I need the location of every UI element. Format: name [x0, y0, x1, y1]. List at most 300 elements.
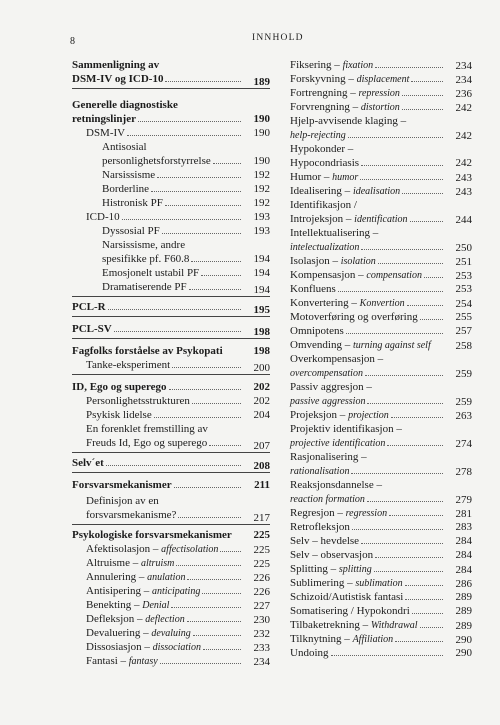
toc-entry-english-term: idealisation [352, 186, 401, 197]
toc-entry-title: Tanke-eksperiment [86, 359, 171, 371]
toc-entry [86, 422, 270, 453]
toc-page-number: 263 [455, 410, 472, 422]
dot-leader [387, 445, 443, 446]
dot-leader [331, 655, 444, 656]
dot-leader [378, 263, 443, 264]
toc-entry [72, 528, 270, 542]
dot-leader [405, 599, 443, 600]
toc-page-number: 284 [455, 549, 472, 561]
toc-entry-english-term: fixation [342, 60, 374, 71]
toc-entry [290, 422, 472, 451]
toc-entry [86, 358, 270, 375]
dot-leader [367, 403, 443, 404]
toc-entry-title: Motoverføring og overføring [290, 311, 418, 323]
dot-leader [162, 233, 241, 234]
toc-entry-english-term: Konvertion [359, 298, 405, 309]
toc-page-number: 234 [455, 60, 472, 72]
dot-leader [420, 319, 443, 320]
dot-leader [201, 275, 241, 276]
dot-leader [365, 375, 443, 376]
toc-entry-title: Psykisk lidelse [86, 409, 152, 421]
toc-entry-english-term: rationalisation [290, 466, 350, 477]
toc-entry-title: Narsissisme, andre [102, 239, 186, 251]
toc-entry-english-term: devaluing [151, 628, 191, 639]
toc-page-number: 234 [455, 74, 472, 86]
toc-entry [290, 310, 472, 324]
dot-leader [346, 333, 443, 334]
toc-entry [72, 58, 270, 89]
dot-leader [154, 417, 241, 418]
toc-page-number: 255 [455, 311, 472, 323]
toc-entry [290, 170, 472, 185]
toc-page-number: 283 [455, 521, 472, 533]
toc-page-number: 189 [253, 76, 270, 88]
toc-entry-title: Emosjonelt ustabil PF [102, 267, 200, 279]
toc-entry [290, 72, 472, 87]
toc-entry [102, 182, 270, 196]
section-divider [72, 316, 270, 317]
dot-leader [407, 305, 443, 306]
dot-leader [352, 529, 443, 530]
dot-leader [367, 501, 443, 502]
toc-entry-title: Psykologiske forsvarsmekanismer [72, 529, 232, 541]
toc-entry-title: Fagfolks forståelse av Psykopati [72, 345, 223, 357]
toc-page-number: 193 [253, 211, 270, 223]
dot-leader [165, 81, 241, 82]
toc-entry-title: DSM-IV og ICD-10 [72, 73, 164, 85]
toc-page-number: 243 [455, 186, 472, 198]
toc-entry [290, 534, 472, 548]
dot-leader [361, 543, 443, 544]
toc-page-number: 226 [253, 586, 270, 598]
toc-entry-english-term: intelectualization [290, 242, 360, 253]
dot-leader [338, 291, 443, 292]
toc-page-number: 207 [253, 440, 270, 452]
toc-entry-title: Tilbaketrekning – [290, 619, 371, 631]
toc-entry-title: Defleksjon – [86, 613, 146, 625]
toc-entry-title: Hjelp-avvisende klaging – [290, 115, 407, 127]
toc-entry [102, 168, 270, 182]
toc-entry [72, 344, 270, 358]
toc-page-number: 234 [253, 656, 270, 668]
toc-entry-title: Borderline [102, 183, 150, 195]
dot-leader [193, 635, 241, 636]
toc-entry-title: Omvending – [290, 339, 353, 351]
toc-page-number: 227 [253, 600, 270, 612]
toc-entry-title: Tilknytning – [290, 633, 353, 645]
toc-page-number: 259 [455, 396, 472, 408]
toc-entry [86, 654, 270, 669]
toc-entry [290, 268, 472, 283]
toc-page-number: 198 [253, 326, 270, 338]
toc-page-number: 232 [253, 628, 270, 640]
toc-entry [290, 198, 472, 227]
toc-entry [290, 576, 472, 591]
toc-page-number: 289 [455, 591, 472, 603]
dot-leader [178, 517, 241, 518]
toc-page-number: 202 [253, 381, 270, 393]
toc-page-number: 211 [254, 479, 270, 491]
toc-page-number: 195 [253, 304, 270, 316]
toc-page-number: 236 [455, 88, 472, 100]
toc-entry-english-term: splitting [338, 564, 372, 575]
toc-entry [290, 184, 472, 199]
toc-page-number: 281 [455, 508, 472, 520]
toc-page-number: 200 [253, 362, 270, 374]
toc-entry-title: Idealisering – [290, 185, 353, 197]
toc-entry-title: Forsvarsmekanismer [72, 479, 172, 491]
toc-page-number: 242 [455, 130, 472, 142]
toc-page-number: 274 [455, 438, 472, 450]
toc-entry-title: En forenklet fremstilling av [86, 423, 208, 435]
toc-entry [290, 604, 472, 618]
toc-entry-english-term: Withdrawal [370, 620, 418, 631]
dot-leader [138, 121, 241, 122]
toc-entry-title: Dyssosial PF [102, 225, 160, 237]
dot-leader [174, 487, 241, 488]
toc-page-number: 258 [455, 340, 472, 352]
toc-entry-english-term: regression [345, 508, 388, 519]
toc-entry-english-term: affectisolation [161, 544, 219, 555]
dot-leader [202, 593, 241, 594]
dot-leader [360, 179, 443, 180]
dot-leader [187, 579, 241, 580]
dot-leader [176, 565, 241, 566]
toc-entry [290, 646, 472, 660]
toc-page-number: 193 [253, 225, 270, 237]
toc-page-number: 192 [253, 183, 270, 195]
toc-entry-title: Devaluering – [86, 627, 152, 639]
toc-entry-title: Selv´et [72, 457, 104, 469]
toc-entry-english-term: compensation [366, 270, 422, 281]
toc-entry-title: Intellektualisering – [290, 227, 379, 239]
toc-entry [290, 562, 472, 577]
toc-entry-english-term: repression [358, 88, 400, 99]
toc-entry-title: ICD-10 [86, 211, 120, 223]
dot-leader [402, 95, 443, 96]
dot-leader [151, 191, 241, 192]
dot-leader [127, 135, 241, 136]
dot-leader [351, 473, 443, 474]
section-divider [72, 452, 270, 453]
toc-entry [290, 282, 472, 296]
toc-page-number: 257 [455, 325, 472, 337]
toc-entry-english-term: displacement [356, 74, 410, 85]
toc-entry [86, 126, 270, 140]
dot-leader [171, 607, 241, 608]
toc-page-number: 192 [253, 197, 270, 209]
toc-entry-title: Retrofleksjon [290, 521, 350, 533]
toc-page-number: 194 [253, 267, 270, 279]
toc-entry-english-term: altruism [141, 558, 175, 569]
section-divider [72, 88, 270, 89]
toc-entry-title: Schizoid/Autistisk fantasi [290, 591, 404, 603]
toc-entry-title: Rasjonalisering – [290, 451, 367, 463]
toc-entry-english-term: Denial [142, 600, 170, 611]
dot-leader [220, 551, 241, 552]
toc-page-number: 289 [455, 605, 472, 617]
dot-leader [411, 81, 443, 82]
toc-entry-english-term: projective identification [290, 438, 386, 449]
toc-entry [86, 570, 270, 585]
toc-entry-title: Selv – hevdelse [290, 535, 360, 547]
toc-entry [72, 456, 270, 473]
toc-entry-title: DSM-IV [86, 127, 126, 139]
toc-entry-english-term: dissociation [152, 642, 201, 653]
toc-entry-title: Definisjon av en [86, 495, 159, 507]
toc-entry-title: Dramatiserende PF [102, 281, 187, 293]
dot-leader [192, 403, 241, 404]
toc-entry [290, 352, 472, 381]
toc-entry-english-term: turning against self [352, 340, 431, 351]
toc-page-number: 226 [253, 572, 270, 584]
dot-leader [395, 641, 443, 642]
toc-page-number: 225 [253, 529, 270, 541]
toc-entry [290, 548, 472, 562]
toc-entry [86, 626, 270, 641]
toc-entry [72, 478, 270, 492]
toc-entry [102, 140, 270, 168]
dot-leader [114, 331, 241, 332]
dot-leader [191, 261, 241, 262]
toc-page-number: 279 [455, 494, 472, 506]
toc-entry-title: Overkompensasjon – [290, 353, 384, 365]
toc-page-number: 190 [253, 127, 270, 139]
running-title: INNHOLD [252, 33, 304, 43]
dot-leader [375, 67, 443, 68]
toc-entry [86, 394, 270, 408]
toc-entry [86, 408, 270, 422]
toc-entry-title: Undoing [290, 647, 329, 659]
toc-page-number: 190 [253, 155, 270, 167]
toc-entry [290, 520, 472, 534]
dot-leader [412, 613, 443, 614]
dot-leader [361, 165, 443, 166]
toc-page-number: 290 [455, 634, 472, 646]
toc-entry [290, 380, 472, 409]
toc-page-number: 190 [253, 113, 270, 125]
toc-entry [290, 450, 472, 479]
toc-page-number: 194 [253, 284, 270, 296]
toc-page-number: 225 [253, 544, 270, 556]
toc-entry [72, 322, 270, 339]
toc-entry-english-term: passive aggression [290, 396, 366, 407]
toc-entry [290, 58, 472, 73]
toc-entry-title: Benekting – [86, 599, 143, 611]
section-divider [72, 296, 270, 297]
toc-entry-english-term: sublimation [355, 578, 403, 589]
toc-entry [290, 618, 472, 633]
toc-page-number: 192 [253, 169, 270, 181]
toc-page-number: 290 [455, 647, 472, 659]
toc-entry [290, 632, 472, 647]
toc-page-number: 284 [455, 564, 472, 576]
toc-page-number: 202 [253, 395, 270, 407]
toc-entry-english-term: anticipating [152, 586, 201, 597]
toc-entry [290, 86, 472, 101]
dot-leader [405, 585, 443, 586]
toc-entry-title: Forskyvning – [290, 73, 357, 85]
toc-entry [290, 338, 472, 353]
dot-leader [203, 649, 241, 650]
toc-page-number: 278 [455, 466, 472, 478]
toc-page-number: 194 [253, 253, 270, 265]
toc-entry-title: Regresjon – [290, 507, 346, 519]
section-divider [72, 374, 270, 375]
dot-leader [187, 621, 241, 622]
toc-page-number: 204 [253, 409, 270, 421]
toc-entry-title: Histronisk PF [102, 197, 163, 209]
toc-entry-english-term: Affiliation [352, 634, 394, 645]
toc-entry-title: Identifikasjon / [290, 199, 357, 211]
toc-page-number: 217 [253, 512, 270, 524]
toc-entry-title: Splitting – [290, 563, 339, 575]
toc-entry-title: personlighetsforstyrrelse [102, 155, 211, 167]
dot-leader [375, 557, 443, 558]
toc-entry [290, 100, 472, 115]
toc-entry-title: ID, Ego og superego [72, 381, 167, 393]
toc-page-number: 284 [455, 535, 472, 547]
toc-entry-title: forsvarsmekanisme? [86, 509, 177, 521]
toc-entry [290, 226, 472, 255]
dot-leader [108, 309, 241, 310]
toc-entry-title: Altruisme – [86, 557, 141, 569]
toc-page-number: 253 [455, 283, 472, 295]
toc-entry-title: Sublimering – [290, 577, 356, 589]
toc-page-number: 244 [455, 214, 472, 226]
toc-page-number: 243 [455, 172, 472, 184]
toc-entry [72, 380, 270, 394]
toc-page-number: 230 [253, 614, 270, 626]
toc-entry-english-term: identification [354, 214, 408, 225]
toc-entry-title: Selv – observasjon [290, 549, 374, 561]
toc-entry-title: Generelle diagnostiske [72, 99, 178, 111]
toc-page-number: 251 [455, 256, 472, 268]
toc-page-number: 259 [455, 368, 472, 380]
toc-entry-english-term: isolation [340, 256, 376, 267]
toc-entry-english-term: anulation [147, 572, 186, 583]
toc-entry-title: Fortrengning – [290, 87, 359, 99]
toc-entry [102, 238, 270, 266]
toc-entry [290, 254, 472, 269]
toc-entry [86, 584, 270, 599]
toc-entry-english-term: deflection [145, 614, 185, 625]
dot-leader [213, 163, 241, 164]
dot-leader [389, 515, 443, 516]
toc-entry-title: Sammenligning av [72, 59, 160, 71]
dot-leader [106, 465, 241, 466]
toc-entry [102, 224, 270, 238]
toc-entry-title: retningslinjer [72, 113, 136, 125]
toc-entry-english-term: distortion [360, 102, 400, 113]
toc-entry-english-term: fantasy [128, 656, 158, 667]
toc-entry-title: Annulering – [86, 571, 148, 583]
toc-entry [290, 590, 472, 604]
dot-leader [402, 193, 443, 194]
toc-entry-title: PCL-SV [72, 323, 112, 335]
toc-page-number: 242 [455, 157, 472, 169]
toc-entry-title: PCL-R [72, 301, 106, 313]
dot-leader [424, 277, 443, 278]
toc-entry [290, 408, 472, 423]
toc-entry [290, 324, 472, 338]
toc-page-number: 254 [455, 298, 472, 310]
toc-entry-english-term: projection [348, 410, 389, 421]
toc-page-number: 250 [455, 242, 472, 254]
toc-page-number: 233 [253, 642, 270, 654]
toc-entry-title: Introjeksjon – [290, 213, 355, 225]
toc-entry [86, 640, 270, 655]
toc-entry-title: Dissosiasjon – [86, 641, 153, 653]
toc-entry-title: Somatisering / Hypokondri [290, 605, 410, 617]
toc-entry-title: Fiksering – [290, 59, 343, 71]
section-divider [72, 524, 270, 525]
toc-entry-title: Isolasjon – [290, 255, 341, 267]
toc-entry [86, 612, 270, 627]
toc-entry [86, 598, 270, 613]
toc-entry [290, 296, 472, 311]
dot-leader [157, 177, 241, 178]
dot-leader [169, 389, 241, 390]
dot-leader [374, 571, 443, 572]
toc-page-number: 242 [455, 102, 472, 114]
toc-entry [86, 210, 270, 224]
toc-entry-title: Hypocondriasis [290, 157, 360, 169]
dot-leader [402, 109, 443, 110]
section-divider [72, 338, 270, 339]
page-number: 8 [70, 36, 75, 47]
dot-leader [420, 627, 443, 628]
toc-entry-title: Humor – [290, 171, 333, 183]
toc-page-number: 253 [455, 270, 472, 282]
toc-entry [290, 142, 472, 170]
toc-page-number: 286 [455, 578, 472, 590]
dot-leader [122, 219, 241, 220]
toc-entry [290, 506, 472, 521]
dot-leader [172, 367, 241, 368]
toc-entry-english-term: humor [332, 172, 359, 183]
toc-entry-title: Konvertering – [290, 297, 360, 309]
section-divider [72, 472, 270, 473]
toc-entry-title: Omnipotens [290, 325, 344, 337]
toc-entry-title: Fantasi – [86, 655, 129, 667]
toc-entry [102, 280, 270, 297]
toc-entry [72, 300, 270, 317]
toc-entry-title: Kompensasjon – [290, 269, 367, 281]
toc-page-number: 198 [253, 345, 270, 357]
toc-entry-english-term: overcompensation [290, 368, 363, 379]
dot-leader [391, 417, 443, 418]
toc-entry [72, 98, 270, 126]
toc-page-number: 208 [253, 460, 270, 472]
dot-leader [165, 205, 241, 206]
toc-entry-title: Narsissisme [102, 169, 156, 181]
toc-entry-english-term: reaction formation [290, 494, 365, 505]
toc-entry-title: Reaksjonsdannelse – [290, 479, 382, 491]
toc-entry-title: Projeksjon – [290, 409, 349, 421]
dot-leader [348, 137, 443, 138]
toc-entry-title: Personlighetsstrukturen [86, 395, 190, 407]
toc-entry [102, 266, 270, 280]
dot-leader [410, 221, 444, 222]
toc-entry-title: Konfluens [290, 283, 336, 295]
toc-entry [86, 556, 270, 571]
toc-entry-title: Antisipering – [86, 585, 152, 597]
toc-entry-title: Freuds Id, Ego og superego [86, 437, 208, 449]
dot-leader [361, 249, 443, 250]
toc-entry [86, 542, 270, 557]
toc-entry-title: spesifikke pf. F60.8 [102, 253, 190, 265]
